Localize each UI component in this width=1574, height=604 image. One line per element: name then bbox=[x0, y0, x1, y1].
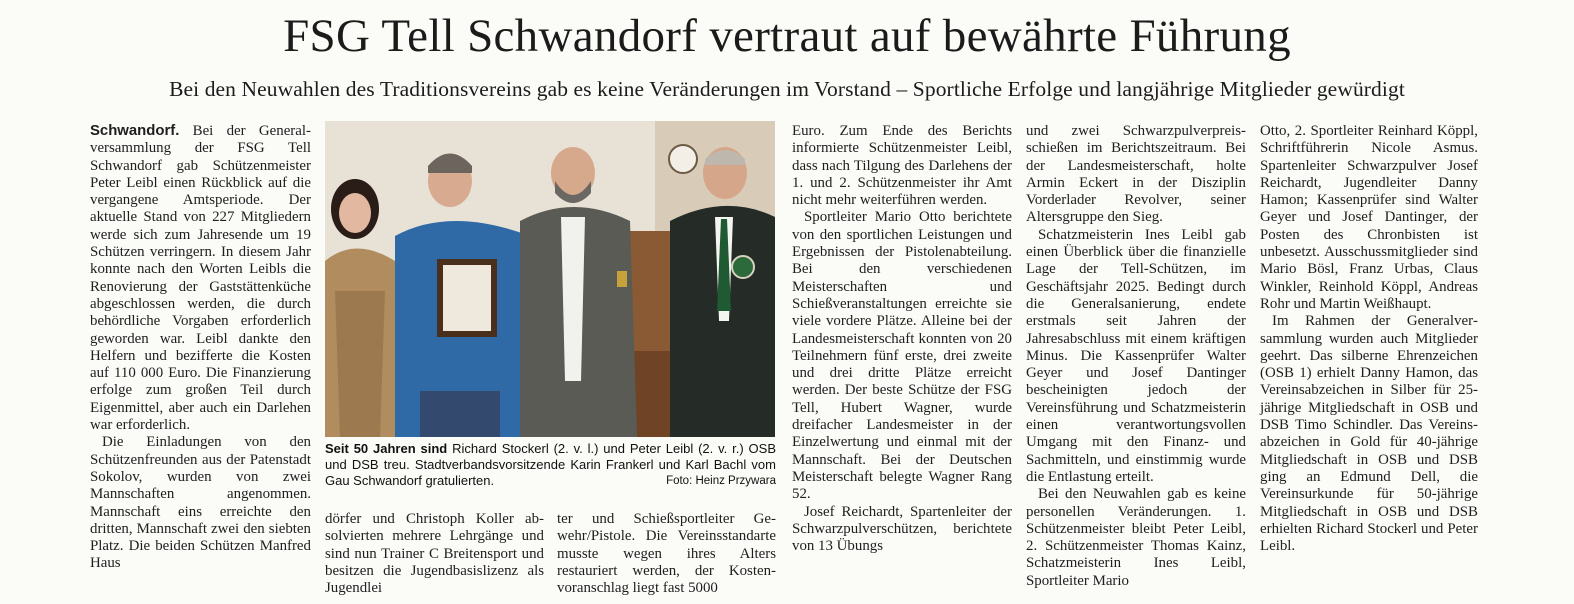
paragraph: Im Rahmen der Generalversammlung wurden auch Mitglieder geehrt. Das silberne Ehrenzeichen (OSB 1) erhielt Danny Hamon, das Vereinsabzeichen in Silber für 25-jährige Mitgliedschaft in OSB und DSB Timo Schindler. Das Vereinsabzeichen in Gold für 40-jährige Mitgliedschaft in OSB und DSB ging an Edmund Dell, die Vereinsurkunde für 50-jährige Mitgliedschaft in OSB und DSB erhielten Richard Stockerl und Peter Leibl. bbox=[1260, 313, 1478, 555]
paragraph: Die Einladungen von den Schützenfreunden aus der Patenstadt Sokolov, wurden von zwei Mannschaften angenommen. Mannschaft eins erreichte den dritten, Mannschaft zwei den siebten Platz. Die beiden Schützen Manfred Haus bbox=[90, 434, 311, 572]
dateline: Schwandorf. bbox=[90, 123, 180, 139]
photo-credit: Foto: Heinz Przywara bbox=[666, 475, 776, 487]
article-photo bbox=[325, 121, 775, 437]
caption-text: Richard Stockerl (2. v. l.) und Peter Leibl (2. v. r.) OSB und DSB treu. Stadtverbandsvorsitzende Karin Frankerl und Karl Bachl vom Gau Schwandorf gratulierten. bbox=[325, 441, 776, 488]
paragraph: Euro. Zum Ende des Berichts informierte Schützenmeister Leibl, dass nach Tilgung des Darlehens der 1. und 2. Schützenmeister ihr Amt nicht mehr weiterführen werden. bbox=[792, 123, 1012, 209]
paragraph bbox=[90, 123, 311, 434]
photo-caption bbox=[325, 441, 776, 489]
headline: FSG Tell Schwandorf vertraut auf bewährte Führung bbox=[283, 10, 1291, 62]
paragraph: Otto, 2. Sportleiter Reinhard Köppl, Schriftführerin Nicole Asmus. Spartenleiter Schwarzpulver Josef Reichardt, Jugendleiter Danny Hamon; Kassenprüfer sind Walter Geyer und Josef Dantinger, der Posten des Chronbisten ist unbesetzt. Ausschussmitglieder sind Mario Bösl, Franz Urbas, Claus Winkler, Reinhold Köppl, Andreas Rohr und Martin Weißhaupt. bbox=[1260, 123, 1478, 312]
caption-lead: Seit 50 Jahren sind bbox=[325, 441, 448, 456]
text-column-6 bbox=[1260, 123, 1478, 555]
paragraph: und zwei Schwarzpulverpreisschießen im Berichtszeitraum. Bei der Landesmeisterschaft, holte Armin Eckert in der Disziplin Vorderlader Revolver, seiner Altersgruppe den Sieg. bbox=[1026, 123, 1246, 226]
text-column-1 bbox=[90, 123, 311, 573]
paragraph: Sportleiter Mario Otto berichtete von den sportlichen Leistungen und Ergebnissen der Pistolenabteilung. Bei den verschiedenen Meisterschaften und Schießveranstaltungen erreichte sie viele vordere Plätze. Alleine bei der Landesmeisterschaft konnten von 20 Teilnehmern fünf erste, drei zweite und drei dritte Plätze erreicht werden. Der beste Schütze der FSG Tell, Hubert Wagner, wurde dreifacher Landesmeister in der Einzelwertung und einmal mit der Mannschaft. Bei der Deutschen Meisterschaft belegte Wagner Rang 52. bbox=[792, 209, 1012, 503]
text-column-3 bbox=[557, 511, 776, 597]
text-column-2 bbox=[325, 511, 544, 597]
paragraph: Schatzmeisterin Ines Leibl gab einen Überblick über die finanzielle Lage der Tell-Schützen, im Geschäftsjahr 2025. Bedingt durch die Generalsanierung, endete erstmals seit Jahren der Jahresabschluss mit einem kräftigen Minus. Die Kassenprüfer Walter Geyer und Josef Dantinger bescheinigten jedoch der Vereinsführung und Schatzmeisterin einen verantwortungsvollen Umgang mit den Finanz- und Sachmitteln, und einstimmig wurde die Entlastung erteilt. bbox=[1026, 226, 1246, 485]
paragraph: Bei den Neuwahlen gab es keine personellen Veränderungen. 1. Schützenmeister bleibt Peter Leibl, 2. Schützenmeister Thomas Kainz, Schatzmeisterin Ines Leibl, Sportleiter Mario bbox=[1026, 486, 1246, 589]
subheadline: Bei den Neuwahlen des Traditionsvereins gab es keine Veränderungen im Vorstand – Sportliche Erfolge und langjährige Mitglieder gewürdigt bbox=[169, 77, 1405, 101]
paragraph: Josef Reichardt, Spartenleiter der Schwarzpulverschützen, berichtete von 13 Übungs bbox=[792, 503, 1012, 555]
paragraph: ter und Schießsportleiter Gewehr/Pistole. Die Vereinsstandarte musste wegen ihres Alters restauriert werden, der Kostenvoranschlag liegt fast 5000 bbox=[557, 511, 776, 597]
paragraph-text: Bei der Generalversammlung der FSG Tell Schwandorf gab Schützenmeister Peter Leibl einen Rückblick auf die vergangene Amtsperiode. Der aktuelle Stand von 227 Mitgliedern werde sich zum Jahresende um 19 Schützen verringern. In diesem Jahr konnte nach den Worten Leibls die Renovierung der Gaststättenküche abgeschlossen werden, die durch behördliche Vorgaben erforderlich geworden war. Leibl dankte den Helfern und bezifferte die Kosten auf 110 000 Euro. Die Finanzierung erfolge zum großen Teil durch Eigenmittel, aber auch ein Darlehen war erforderlich. bbox=[90, 123, 311, 434]
text-column-4 bbox=[792, 123, 1012, 555]
text-column-5 bbox=[1026, 123, 1246, 590]
paragraph: dörfer und Christoph Koller absolvierten mehrere Lehrgänge und sind nun Trainer C Breitensport und besitzen die Jugendbasislizenz als Jugendlei bbox=[325, 511, 544, 597]
photo-illustration bbox=[325, 121, 775, 437]
